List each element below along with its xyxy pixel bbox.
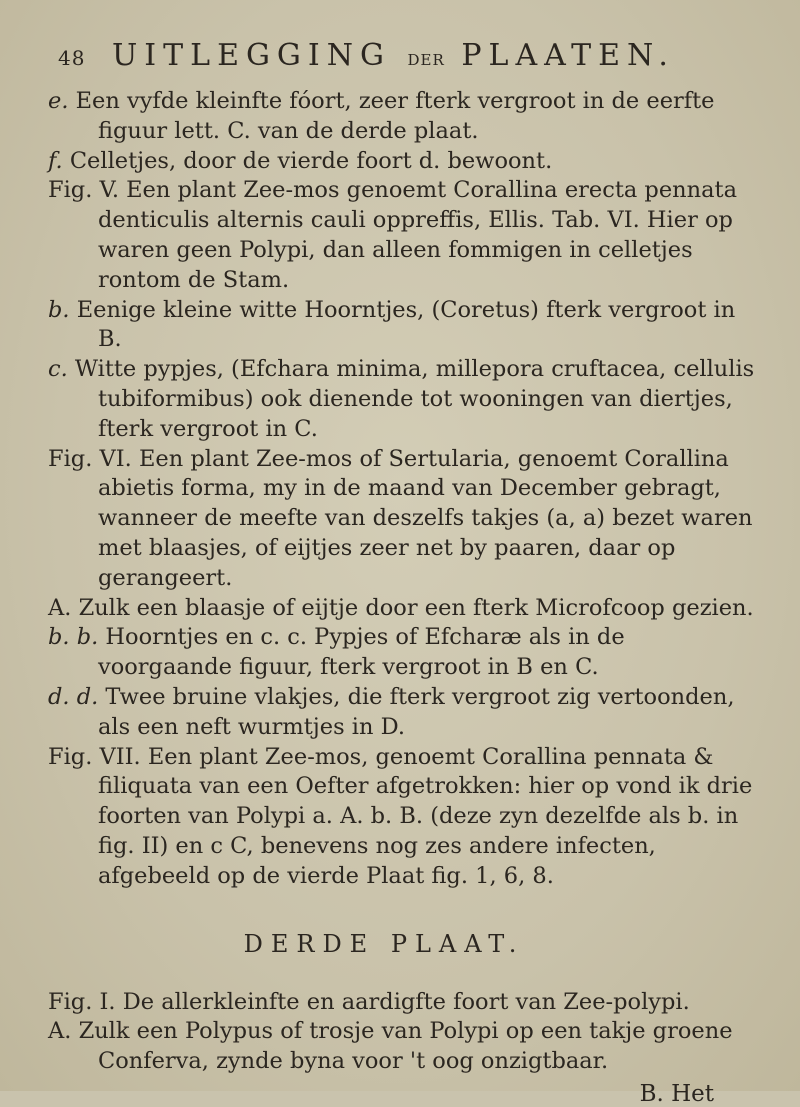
running-title-part2: PLAATEN. — [461, 38, 675, 73]
item-text: Zulk een blaasje of eijtje door een fterk Microfcoop gezien. — [78, 594, 754, 621]
paragraph-dd — [48, 683, 760, 743]
paragraph-b — [48, 296, 760, 356]
item-text: Fig. I. De allerkleinfte en aardigfte foort van Zee-polypi. — [48, 988, 690, 1015]
running-title-part1: UITLEGGING — [112, 38, 391, 73]
item-label: e. — [48, 88, 69, 114]
running-title-small: DER — [407, 51, 445, 69]
paragraph-fig-6 — [48, 445, 760, 594]
item-label: A. — [48, 594, 72, 621]
item-label: b. b. — [48, 624, 99, 651]
paragraph-fig-7 — [48, 743, 760, 892]
paragraph-c — [48, 355, 760, 444]
item-text: Hoorntjes en c. c. Pypjes of Efcharæ als in de voorgaande figuur, fterk vergroot in B en C. — [98, 624, 632, 681]
item-text: Eenige kleine witte Hoorntjes, (Coretus) fterk vergroot in B. — [76, 296, 743, 353]
paragraph-A — [48, 594, 760, 624]
item-label: d. d. — [48, 683, 99, 710]
item-label: c. — [48, 356, 68, 383]
item-label: f. — [48, 147, 63, 174]
running-head — [58, 38, 760, 73]
section-title: DERDE PLAAT. — [243, 929, 525, 958]
item-text: Fig. V. Een plant Zee-mos genoemt Corallina erecta pennata denticulis alternis cauli oppreffis, Ellis. Tab. VI. Hier op waren geen Polypi, dan alleen fommigen in celletjes rontom de Stam. — [48, 177, 745, 293]
item-text: Witte pypjes, (Efchara minima, millepora cruftacea, cellulis tubiformibus) ook dienende tot wooningen van diertjes, fterk vergroot in C. — [74, 356, 762, 442]
page-number: 48 — [58, 46, 86, 70]
item-text: Twee bruine vlakjes, die fterk vergroot zig vertoonden, als een neft wurmtjes in D. — [98, 683, 742, 740]
paragraph-bb — [48, 623, 760, 683]
item-label: A. — [48, 1018, 72, 1045]
paragraph-plate3-fig-1 — [48, 988, 760, 1018]
item-text: Celletjes, door de vierde foort d. bewoont. — [69, 147, 553, 174]
catchword: B. Het — [639, 1080, 714, 1107]
paragraph-plate3-A — [48, 1017, 760, 1077]
item-label: b. — [48, 296, 70, 323]
explanation-list — [48, 87, 760, 892]
paragraph-fig-5 — [48, 176, 760, 295]
item-text: Fig. VII. Een plant Zee-mos, genoemt Corallina pennata & filiquata van een Oefter afgetrokken: hier op vond ik drie foorten van Polypi a. A. b. B. (deze zyn dezelfde als b. in fig. II) en c C, benevens nog zes andere infecten, afgebeeld op de vierde Plaat fig. 1, 6, 8. — [48, 743, 760, 889]
item-text: Een vyfde kleinfte fóort, zeer fterk vergroot in de eerfte figuur lett. C. van de derde plaat. — [75, 88, 722, 144]
paragraph-f — [48, 147, 760, 177]
item-text: Zulk een Polypus of trosje van Polypi op een takje groene Conferva, zynde byna voor 't oog onzigtbaar. — [78, 1018, 740, 1075]
paragraph-e — [48, 87, 760, 147]
section-explanation-list — [48, 988, 760, 1077]
item-text: Fig. VI. Een plant Zee-mos of Sertularia, genoemt Corallina abietis forma, my in de maand van December gebragt, wanneer de meefte van deszelfs takjes (a, a) bezet waren met blaasjes, of eijtjes zeer net by paaren, daar op gerangeert. — [48, 445, 760, 591]
